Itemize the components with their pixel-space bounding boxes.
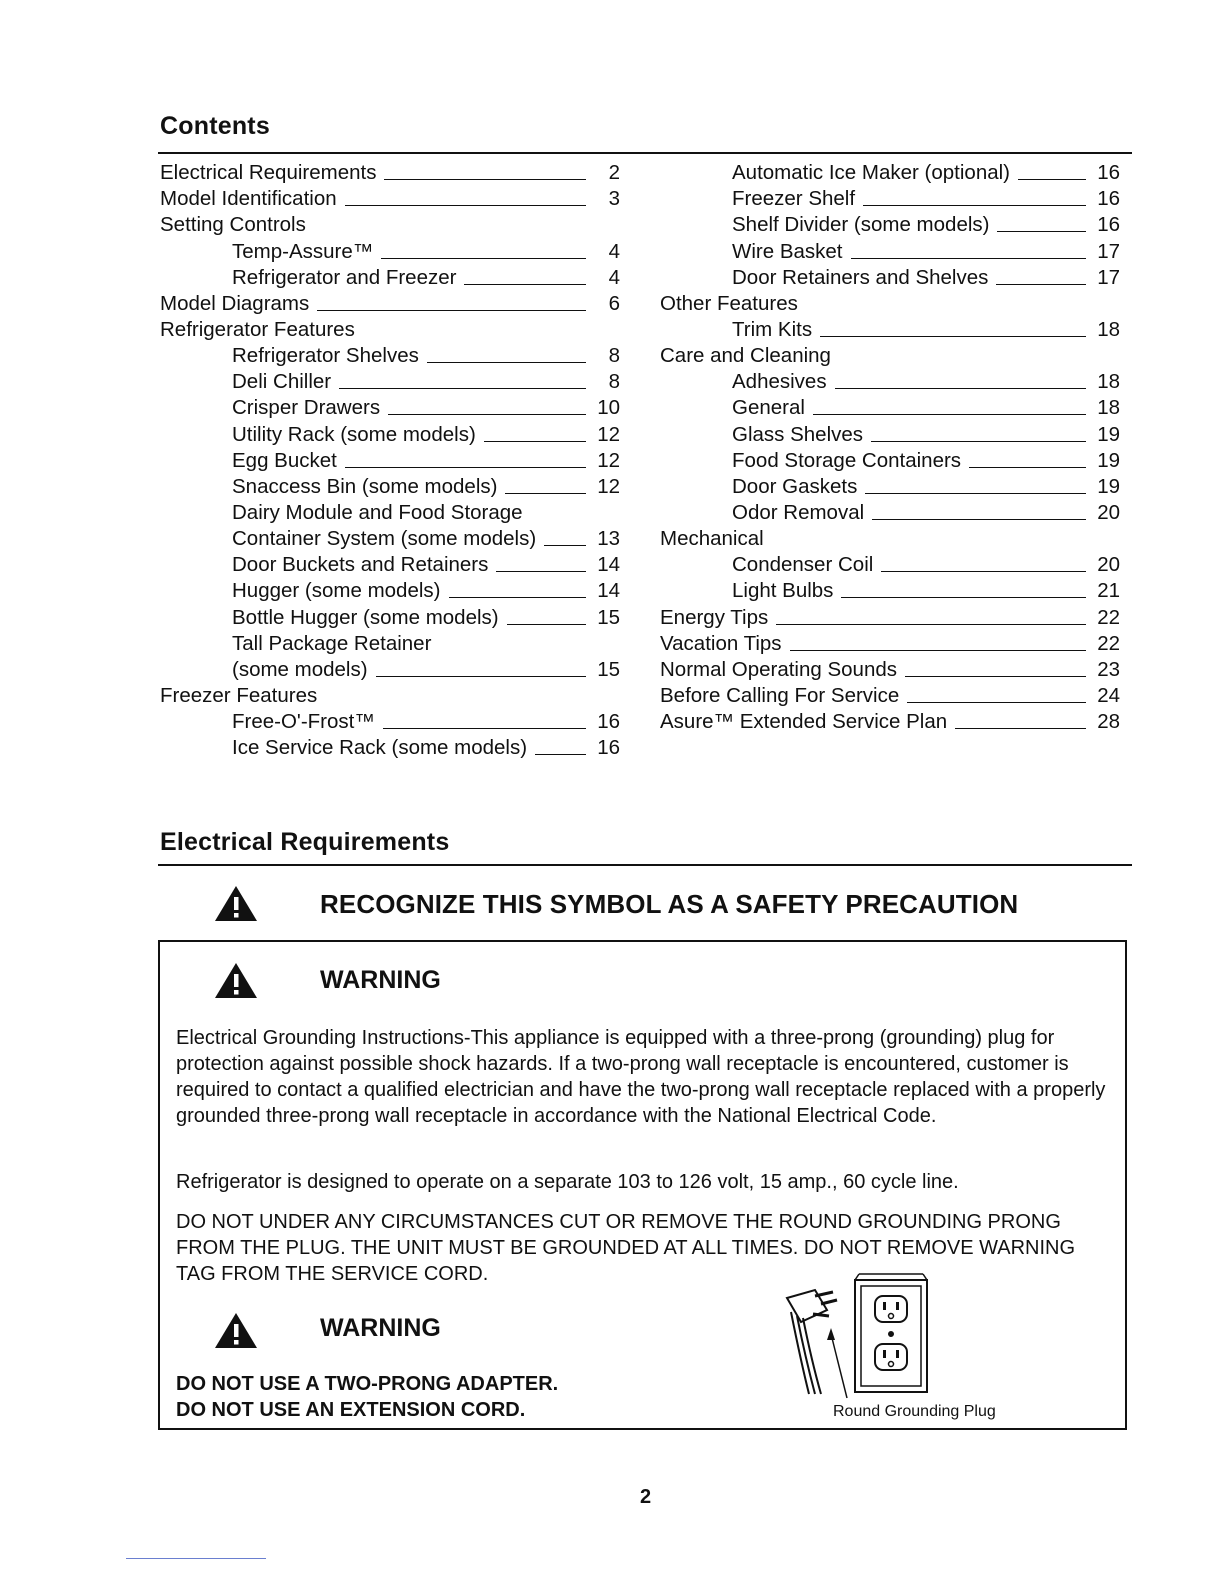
toc-entry-label: Trim Kits bbox=[732, 317, 813, 341]
toc-entry bbox=[160, 604, 620, 630]
toc-entry-page: 22 bbox=[1097, 631, 1120, 655]
contents-rule bbox=[158, 152, 1132, 154]
toc-entry-label: Refrigerator Features bbox=[160, 317, 355, 341]
toc-entry bbox=[160, 186, 620, 212]
toc-entry-page: 28 bbox=[1097, 710, 1120, 734]
toc-leader-line bbox=[317, 310, 586, 311]
toc-entry-label: Model Diagrams bbox=[160, 291, 310, 315]
toc-leader-line bbox=[427, 362, 586, 363]
toc-entry bbox=[660, 343, 1120, 369]
toc-entry-page: 3 bbox=[608, 187, 620, 211]
toc-entry bbox=[160, 317, 620, 343]
toc-entry-label: Egg Bucket bbox=[232, 448, 337, 472]
toc-leader-line bbox=[383, 728, 586, 729]
toc-entry bbox=[660, 448, 1120, 474]
toc-entry-label: Bottle Hugger (some models) bbox=[232, 605, 499, 629]
toc-entry bbox=[660, 604, 1120, 630]
toc-entry bbox=[660, 265, 1120, 291]
toc-entry-label: Door Gaskets bbox=[732, 474, 858, 498]
toc-entry bbox=[160, 526, 620, 552]
toc-entry bbox=[160, 291, 620, 317]
warning-title: WARNING bbox=[320, 1314, 441, 1342]
toc-entry bbox=[660, 709, 1120, 735]
toc-entry-label: Snaccess Bin (some models) bbox=[232, 474, 498, 498]
toc-entry-label: Deli Chiller bbox=[232, 370, 332, 394]
page-number: 2 bbox=[640, 1486, 652, 1508]
toc-entry-label: Before Calling For Service bbox=[660, 683, 900, 707]
warning-title: WARNING bbox=[320, 966, 441, 994]
voltage-requirements: Refrigerator is designed to operate on a separate 103 to 126 volt, 15 amp., 60 cycle line. bbox=[176, 1171, 959, 1193]
toc-entry bbox=[660, 526, 1120, 552]
toc-leader-line bbox=[484, 441, 586, 442]
toc-leader-line bbox=[871, 441, 1086, 442]
toc-entry-label: General bbox=[732, 396, 805, 420]
toc-entry-page: 12 bbox=[597, 448, 620, 472]
toc-entry bbox=[660, 683, 1120, 709]
toc-entry bbox=[160, 421, 620, 447]
toc-leader-line bbox=[535, 754, 586, 755]
toc-entry-label: Light Bulbs bbox=[732, 579, 834, 603]
toc-entry bbox=[660, 212, 1120, 238]
toc-entry-label: Asure™ Extended Service Plan bbox=[660, 710, 948, 734]
toc-leader-line bbox=[969, 467, 1086, 468]
toc-entry-page: 16 bbox=[1097, 187, 1120, 211]
toc-leader-line bbox=[496, 571, 586, 572]
toc-entry-page: 23 bbox=[1097, 657, 1120, 681]
toc-entry-label: Door Buckets and Retainers bbox=[232, 553, 489, 577]
toc-leader-line bbox=[851, 258, 1087, 259]
toc-entry-label: Energy Tips bbox=[660, 605, 769, 629]
toc-leader-line bbox=[881, 571, 1086, 572]
toc-entry-label: Crisper Drawers bbox=[232, 396, 381, 420]
toc-entry bbox=[160, 631, 620, 657]
toc-entry-label: Freezer Features bbox=[160, 683, 318, 707]
warning-triangle-icon bbox=[214, 1311, 258, 1349]
toc-leader-line bbox=[955, 728, 1086, 729]
toc-entry bbox=[160, 578, 620, 604]
toc-leader-line bbox=[388, 414, 586, 415]
toc-leader-line bbox=[907, 702, 1086, 703]
toc-leader-line bbox=[339, 388, 586, 389]
toc-entry-label: Electrical Requirements bbox=[160, 161, 377, 185]
toc-leader-line bbox=[865, 493, 1086, 494]
toc-leader-line bbox=[790, 650, 1086, 651]
toc-entry-label: Wire Basket bbox=[732, 239, 843, 263]
toc-entry-page: 16 bbox=[597, 736, 620, 760]
toc-entry-page: 19 bbox=[1097, 422, 1120, 446]
toc-leader-line bbox=[872, 519, 1086, 520]
toc-entry-page: 2 bbox=[608, 161, 620, 185]
toc-entry-label: Refrigerator Shelves bbox=[232, 344, 419, 368]
toc-leader-line bbox=[841, 597, 1086, 598]
toc-leader-line bbox=[905, 676, 1086, 677]
toc-entry bbox=[660, 395, 1120, 421]
toc-entry-label: Adhesives bbox=[732, 370, 827, 394]
toc-entry-label: Temp-Assure™ bbox=[232, 239, 374, 263]
toc-entry-page: 18 bbox=[1097, 370, 1120, 394]
toc-entry bbox=[160, 709, 620, 735]
no-adapter-warning: DO NOT USE A TWO-PRONG ADAPTER. bbox=[176, 1373, 559, 1395]
toc-entry bbox=[660, 317, 1120, 343]
toc-leader-line bbox=[776, 624, 1086, 625]
safety-symbol-heading: RECOGNIZE THIS SYMBOL AS A SAFETY PRECAUTION bbox=[320, 889, 1019, 919]
toc-entry-page: 19 bbox=[1097, 448, 1120, 472]
toc-entry-page: 12 bbox=[597, 474, 620, 498]
toc-entry-page: 17 bbox=[1097, 265, 1120, 289]
toc-entry-page: 20 bbox=[1097, 553, 1120, 577]
toc-entry-page: 4 bbox=[608, 239, 620, 263]
toc-entry-label: Mechanical bbox=[660, 527, 764, 551]
toc-entry bbox=[160, 500, 620, 526]
toc-entry-page: 18 bbox=[1097, 317, 1120, 341]
toc-leader-line bbox=[505, 493, 586, 494]
electrical-rule bbox=[158, 864, 1132, 866]
toc-leader-line bbox=[863, 205, 1086, 206]
toc-entry-page: 16 bbox=[1097, 213, 1120, 237]
electrical-title: Electrical Requirements bbox=[160, 828, 450, 856]
toc-entry-label: Vacation Tips bbox=[660, 631, 782, 655]
warning-triangle-icon bbox=[214, 884, 258, 922]
toc-entry bbox=[160, 657, 620, 683]
toc-entry-label: Freezer Shelf bbox=[732, 187, 856, 211]
toc-entry-page: 8 bbox=[608, 344, 620, 368]
toc-entry-label: Door Retainers and Shelves bbox=[732, 265, 989, 289]
no-extension-warning: DO NOT USE AN EXTENSION CORD. bbox=[176, 1399, 526, 1421]
toc-entry-label: Tall Package Retainer bbox=[232, 631, 432, 655]
toc-entry bbox=[660, 238, 1120, 264]
toc-leader-line bbox=[996, 284, 1086, 285]
toc-leader-line bbox=[507, 624, 586, 625]
toc-leader-line bbox=[997, 231, 1086, 232]
toc-entry-page: 14 bbox=[597, 553, 620, 577]
toc-entry-page: 13 bbox=[597, 527, 620, 551]
toc-entry bbox=[160, 683, 620, 709]
toc-right-column bbox=[660, 160, 1120, 735]
toc-entry-label: Refrigerator and Freezer bbox=[232, 265, 457, 289]
toc-entry-page: 19 bbox=[1097, 474, 1120, 498]
toc-entry bbox=[660, 578, 1120, 604]
toc-entry-page: 22 bbox=[1097, 605, 1120, 629]
toc-entry bbox=[660, 291, 1120, 317]
toc-entry-label: Automatic Ice Maker (optional) bbox=[732, 161, 1011, 185]
toc-entry-label: Utility Rack (some models) bbox=[232, 422, 476, 446]
footer-line bbox=[126, 1558, 266, 1559]
toc-entry bbox=[160, 212, 620, 238]
toc-entry-label: Glass Shelves bbox=[732, 422, 864, 446]
toc-leader-line bbox=[1018, 179, 1086, 180]
toc-entry-label: Care and Cleaning bbox=[660, 344, 831, 368]
toc-entry bbox=[160, 395, 620, 421]
toc-entry-label: Dairy Module and Food Storage bbox=[232, 500, 523, 524]
toc-leader-line bbox=[381, 258, 586, 259]
toc-entry-label: Food Storage Containers bbox=[732, 448, 962, 472]
toc-entry bbox=[160, 448, 620, 474]
toc-entry-page: 18 bbox=[1097, 396, 1120, 420]
toc-entry-page: 21 bbox=[1097, 579, 1120, 603]
toc-entry-page: 15 bbox=[597, 657, 620, 681]
toc-entry-page: 15 bbox=[597, 605, 620, 629]
toc-entry bbox=[160, 474, 620, 500]
figure-caption: Round Grounding Plug bbox=[833, 1403, 996, 1420]
toc-entry bbox=[660, 421, 1120, 447]
toc-entry bbox=[160, 369, 620, 395]
toc-entry-page: 20 bbox=[1097, 500, 1120, 524]
toc-entry-label: Shelf Divider (some models) bbox=[732, 213, 990, 237]
toc-leader-line bbox=[376, 676, 586, 677]
toc-entry-page: 10 bbox=[597, 396, 620, 420]
toc-leader-line bbox=[384, 179, 586, 180]
toc-entry-page: 6 bbox=[608, 291, 620, 315]
toc-entry-page: 24 bbox=[1097, 683, 1120, 707]
toc-entry-label: Condenser Coil bbox=[732, 553, 874, 577]
toc-entry bbox=[160, 160, 620, 186]
toc-leader-line bbox=[835, 388, 1086, 389]
toc-entry bbox=[660, 369, 1120, 395]
toc-entry-page: 16 bbox=[597, 710, 620, 734]
toc-leader-line bbox=[345, 467, 586, 468]
toc-entry bbox=[660, 552, 1120, 578]
toc-entry-label: Odor Removal bbox=[732, 500, 865, 524]
toc-entry bbox=[160, 343, 620, 369]
toc-entry-label: Model Identification bbox=[160, 187, 337, 211]
toc-entry-label: Free-O'-Frost™ bbox=[232, 710, 375, 734]
toc-entry bbox=[660, 160, 1120, 186]
toc-entry bbox=[660, 631, 1120, 657]
toc-leader-line bbox=[449, 597, 587, 598]
toc-entry-label: (some models) bbox=[232, 657, 368, 681]
contents-title: Contents bbox=[160, 112, 270, 140]
toc-entry bbox=[160, 735, 620, 761]
toc-left-column bbox=[160, 160, 620, 761]
toc-entry-label: Hugger (some models) bbox=[232, 579, 441, 603]
toc-entry bbox=[660, 474, 1120, 500]
grounding-instructions: Electrical Grounding Instructions-This appliance is equipped with a three-prong (grounding) plug for protection against possible shock hazards. If a two-prong wall receptacle is encountered, customer is required to contact a qualified electrician and have the two-prong wall receptacle replaced with a properly grounded three-prong wall receptacle in accordance with the National Electrical Code. bbox=[176, 1027, 1106, 1127]
warning-triangle-icon bbox=[214, 961, 258, 999]
toc-entry-label: Other Features bbox=[660, 291, 798, 315]
toc-entry-page: 17 bbox=[1097, 239, 1120, 263]
toc-entry bbox=[660, 657, 1120, 683]
toc-entry bbox=[160, 265, 620, 291]
toc-entry-label: Container System (some models) bbox=[232, 527, 537, 551]
toc-entry-page: 12 bbox=[597, 422, 620, 446]
toc-leader-line bbox=[464, 284, 586, 285]
toc-entry-page: 8 bbox=[608, 370, 620, 394]
toc-entry bbox=[660, 186, 1120, 212]
toc-entry-label: Ice Service Rack (some models) bbox=[232, 736, 528, 760]
toc-leader-line bbox=[820, 336, 1086, 337]
toc-entry bbox=[160, 552, 620, 578]
toc-entry bbox=[660, 500, 1120, 526]
toc-entry-label: Normal Operating Sounds bbox=[660, 657, 898, 681]
toc-entry bbox=[160, 238, 620, 264]
toc-leader-line bbox=[345, 205, 586, 206]
toc-leader-line bbox=[813, 414, 1086, 415]
toc-entry-page: 16 bbox=[1097, 161, 1120, 185]
toc-leader-line bbox=[544, 545, 586, 546]
toc-entry-label: Setting Controls bbox=[160, 213, 306, 237]
grounding-prong-warning: DO NOT UNDER ANY CIRCUMSTANCES CUT OR REMOVE THE ROUND GROUNDING PRONG FROM THE PLUG. THE UNIT MUST BE GROUNDED AT ALL TIMES. DO NOT REMOVE WARNING TAG FROM THE SERVICE CORD. bbox=[176, 1211, 1076, 1285]
grounding-plug-illustration bbox=[775, 1272, 945, 1402]
toc-entry-page: 4 bbox=[608, 265, 620, 289]
toc-entry-page: 14 bbox=[597, 579, 620, 603]
